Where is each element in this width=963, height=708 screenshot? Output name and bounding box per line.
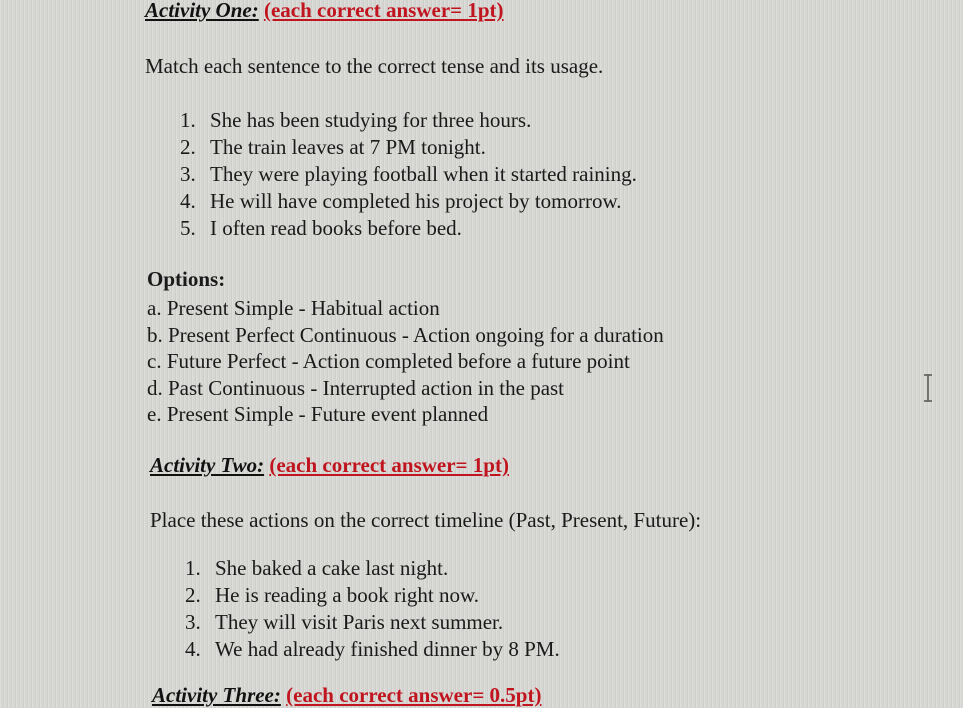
item-number: 4. <box>185 637 201 661</box>
options-heading: Options: <box>147 267 226 291</box>
activity-two-instruction: Place these actions on the correct timeline (Past, Present, Future): <box>150 508 702 532</box>
option-item: c. Future Perfect - Action completed before a future point <box>147 349 630 373</box>
list-item <box>180 189 637 216</box>
list-item <box>185 583 560 610</box>
activity-one-sentences <box>180 108 637 243</box>
item-text: They were playing football when it started raining. <box>210 162 637 186</box>
item-number: 3. <box>185 610 201 634</box>
item-text: The train leaves at 7 PM tonight. <box>210 135 486 159</box>
list-item <box>180 216 637 243</box>
item-number: 3. <box>180 162 196 186</box>
activity-one-instruction: Match each sentence to the correct tense and its usage. <box>145 54 604 78</box>
heading-title: Activity Three: <box>152 683 281 707</box>
item-text: We had already finished dinner by 8 PM. <box>215 637 560 661</box>
item-number: 4. <box>180 189 196 213</box>
heading-points: (each correct answer= 0.5pt) <box>286 683 542 707</box>
option-item: d. Past Continuous - Interrupted action in the past <box>147 375 565 400</box>
heading-points: (each correct answer= 1pt) <box>269 453 509 477</box>
activity-two-sentences <box>185 556 560 664</box>
options-list <box>147 296 664 429</box>
item-text: They will visit Paris next summer. <box>215 610 504 634</box>
list-item <box>180 135 637 162</box>
heading-title: Activity Two: <box>150 453 265 477</box>
item-text: He is reading a book right now. <box>215 583 479 607</box>
heading-title: Activity One: <box>145 0 259 22</box>
option-item: a. Present Simple - Habitual action <box>147 296 440 320</box>
list-item <box>185 556 560 583</box>
item-number: 1. <box>180 108 196 132</box>
list-item <box>185 610 560 637</box>
item-number: 1. <box>185 556 201 580</box>
list-item <box>180 162 637 189</box>
list-item <box>185 637 560 664</box>
item-number: 5. <box>180 216 196 240</box>
option-item: b. Present Perfect Continuous - Action ongoing for a duration <box>147 322 664 347</box>
text-cursor-icon <box>922 374 934 402</box>
option-item: e. Present Simple - Future event planned <box>147 402 489 426</box>
list-item <box>180 108 637 135</box>
item-number: 2. <box>185 583 201 607</box>
activity-one-heading <box>145 0 504 23</box>
item-text: He will have completed his project by tomorrow. <box>210 189 622 213</box>
activity-two-heading <box>150 453 509 478</box>
item-number: 2. <box>180 135 196 159</box>
heading-points: (each correct answer= 1pt) <box>263 0 504 22</box>
item-text: She baked a cake last night. <box>215 556 449 580</box>
item-text: She has been studying for three hours. <box>210 108 532 132</box>
item-text: I often read books before bed. <box>210 216 462 240</box>
